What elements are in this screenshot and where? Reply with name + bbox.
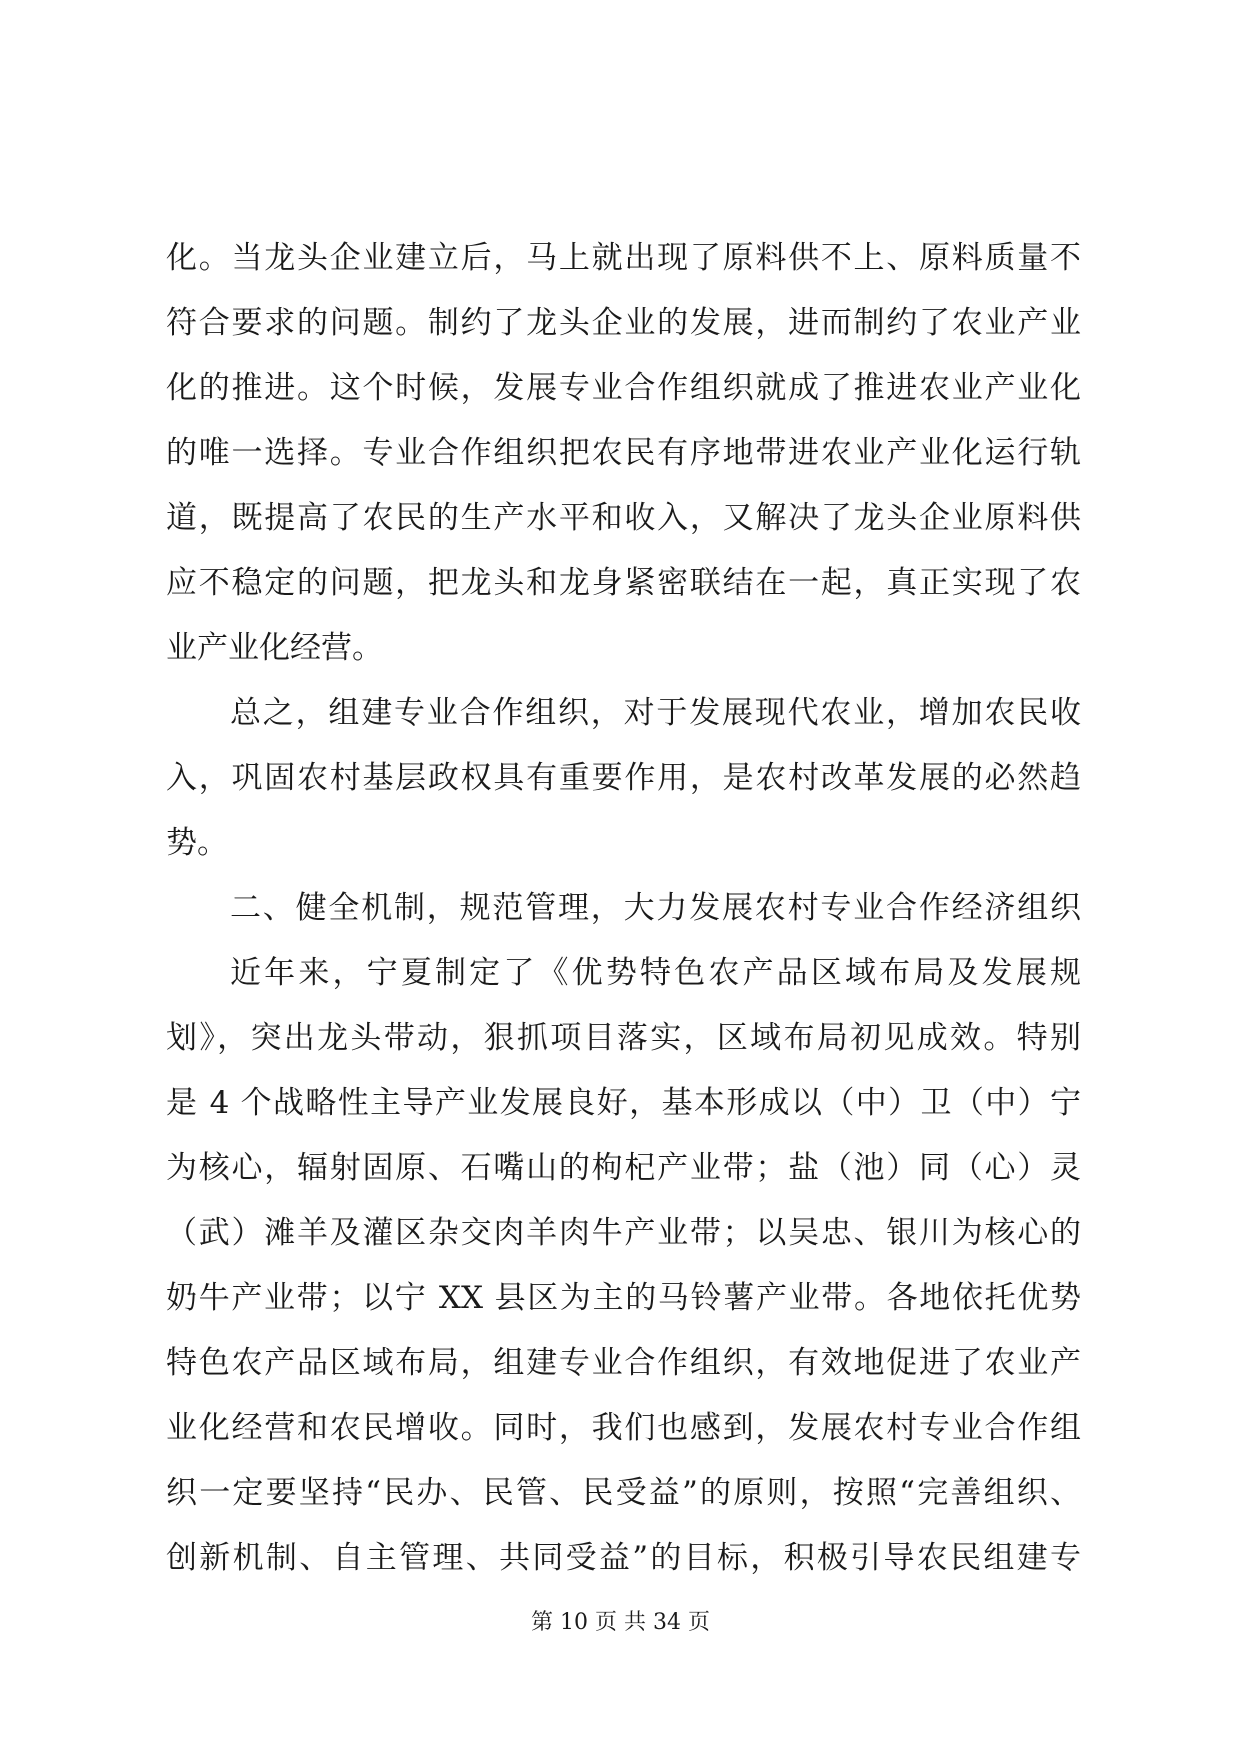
text-line: 道，既提高了农民的生产水平和收入，又解决了龙头企业原料供 — [166, 500, 1081, 536]
text-line: 是 4 个战略性主导产业发展良好，基本形成以（中）卫（中）宁 — [166, 1085, 1081, 1121]
text-line: 势。 — [166, 825, 228, 861]
text-line: 入，巩固农村基层政权具有重要作用，是农村改革发展的必然趋 — [166, 760, 1081, 796]
text-line: 业产业化经营。 — [166, 630, 383, 666]
paragraph-first-line: 总之，组建专业合作组织，对于发展现代农业，增加农民收 — [230, 695, 1081, 731]
text-line: 织一定要坚持“民办、民管、民受益”的原则，按照“完善组织、 — [166, 1475, 1081, 1511]
page-number-footer: 第 10 页 共 34 页 — [531, 1610, 710, 1635]
text-line: 特色农产品区域布局，组建专业合作组织，有效地促进了农业产 — [166, 1345, 1081, 1381]
document-body — [166, 226, 1081, 1591]
text-line: 符合要求的问题。制约了龙头企业的发展，进而制约了农业产业 — [166, 305, 1081, 341]
text-line: 化。当龙头企业建立后，马上就出现了原料供不上、原料质量不 — [166, 240, 1081, 276]
text-line: 为核心，辐射固原、石嘴山的枸杞产业带；盐（池）同（心）灵 — [166, 1150, 1081, 1186]
text-line: 化的推进。这个时候，发展专业合作组织就成了推进农业产业化 — [166, 370, 1081, 406]
text-line: 应不稳定的问题，把龙头和龙身紧密联结在一起，真正实现了农 — [166, 565, 1081, 601]
text-line: 创新机制、自主管理、共同受益”的目标，积极引导农民组建专 — [166, 1540, 1081, 1576]
text-line: 奶牛产业带；以宁 XX 县区为主的马铃薯产业带。各地依托优势 — [166, 1280, 1081, 1316]
text-line: 业化经营和农民增收。同时，我们也感到，发展农村专业合作组 — [166, 1410, 1081, 1446]
text-line: 划》，突出龙头带动，狠抓项目落实，区域布局初见成效。特别 — [166, 1020, 1081, 1056]
section-heading: 二、健全机制，规范管理，大力发展农村专业合作经济组织 — [230, 890, 1081, 926]
paragraph-first-line: 近年来，宁夏制定了《优势特色农产品区域布局及发展规 — [230, 955, 1081, 991]
text-line: （武）滩羊及灌区杂交肉羊肉牛产业带；以吴忠、银川为核心的 — [166, 1215, 1081, 1251]
text-line: 的唯一选择。专业合作组织把农民有序地带进农业产业化运行轨 — [166, 435, 1081, 471]
